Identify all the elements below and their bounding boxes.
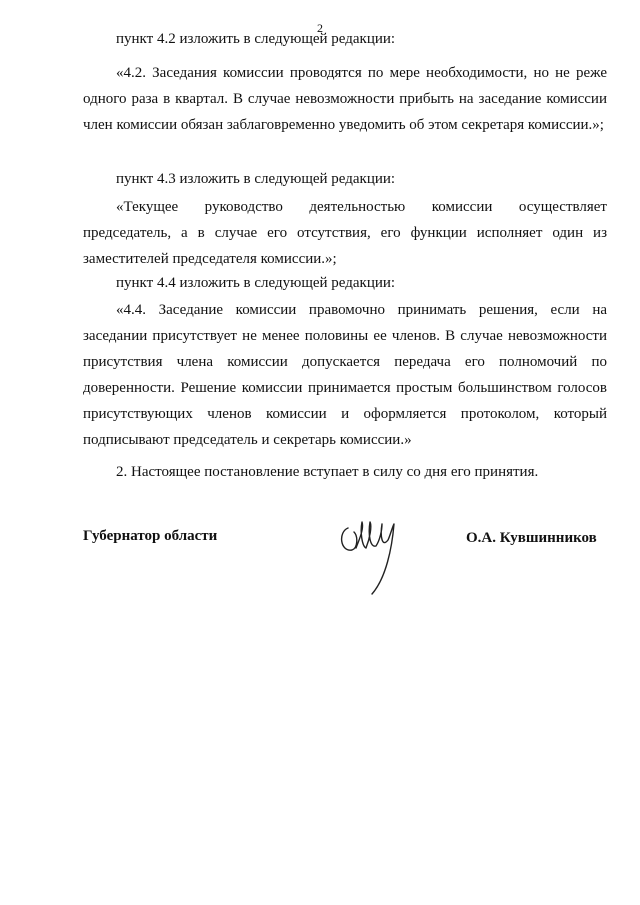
handwritten-signature bbox=[336, 518, 402, 598]
paragraph-item-4-4-text: «4.4. Заседание комиссии правомочно принимать решения, если на заседании присутствует не менее половины ее членов. В случае невозможности присутствия члена комиссии допускается передача его полномочий по доверенности. Решение комиссии принимается простым большинством голосов присутствующих членов комиссии и оформляется протоколом, который подписывают председатель и секретарь комиссии.» bbox=[83, 302, 607, 448]
signatory-name: О.А. Кувшинников bbox=[466, 530, 597, 546]
paragraph-item-4-3-intro: пункт 4.3 изложить в следующей редакции: bbox=[116, 171, 396, 187]
paragraph-item-effective-date: 2. Настоящее постановление вступает в силу со дня его принятия. bbox=[116, 464, 539, 480]
paragraph-item-4-2-text: «4.2. Заседания комиссии проводятся по мере необходимости, но не реже одного раза в квартал. В случае невозможности прибыть на заседание комиссии член комиссии обязан заблаговременно уведомить об этом секретаря комиссии.»; bbox=[83, 65, 607, 133]
paragraph-item-4-4-intro: пункт 4.4 изложить в следующей редакции: bbox=[116, 275, 396, 291]
paragraph-item-4-3-text: «Текущее руководство деятельностью комиссии осуществляет председатель, а в случае его отсутствия, его функции исполняет один из заместителей председателя комиссии.»; bbox=[83, 199, 607, 267]
signatory-title: Губернатор области bbox=[83, 528, 218, 544]
paragraph-item-4-2-intro: пункт 4.2 изложить в следующей редакции: bbox=[116, 31, 396, 47]
page-number: 2 bbox=[317, 21, 323, 35]
